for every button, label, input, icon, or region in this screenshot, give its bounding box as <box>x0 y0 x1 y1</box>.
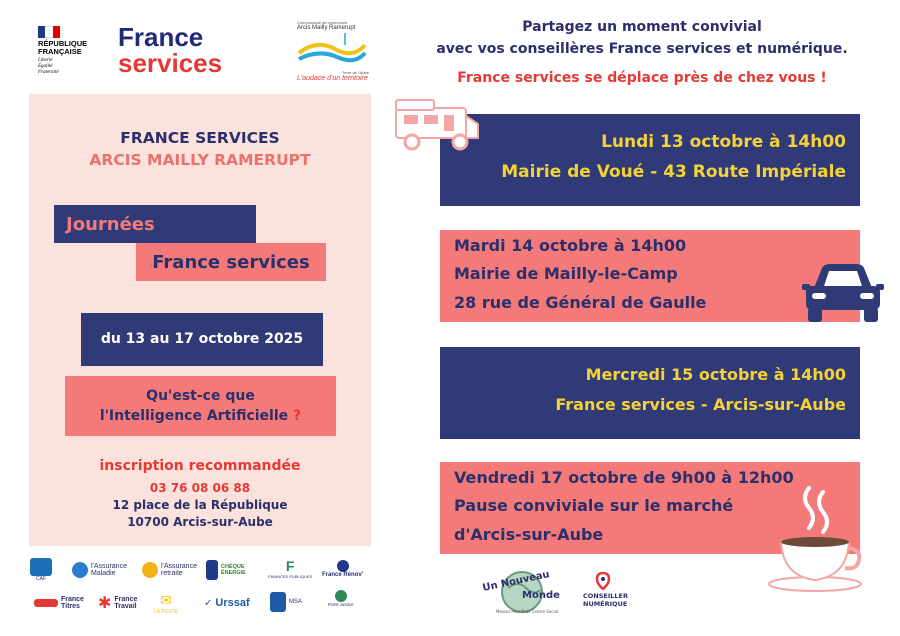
caf-icon <box>30 558 52 576</box>
inscription-label: inscription recommandée <box>99 458 301 474</box>
monde-sub-label: Maison Pour Tous Centre Social <box>496 609 559 614</box>
event-4-place: Pause conviviale sur le marché <box>454 496 734 515</box>
journees-box <box>54 205 256 243</box>
la-poste-label: LA POSTE <box>154 609 179 615</box>
devise-fraternite: Fraternité <box>38 70 59 75</box>
brand-france: France <box>118 22 204 52</box>
msa-logo <box>270 592 302 612</box>
question-box <box>65 376 336 436</box>
conseiller-numerique-logo <box>583 572 629 608</box>
assurance-maladie-icon <box>72 562 88 578</box>
france-travail-label: France Travail <box>114 596 138 610</box>
deplace-line: France services se déplace près de chez vous ! <box>457 70 827 86</box>
france-services-label: France services <box>152 252 310 273</box>
caf-label: CAF <box>36 576 46 582</box>
un-nouveau-label: Un Nouveau <box>481 569 551 594</box>
finances-publiques-logo <box>268 558 312 579</box>
event-2-address: 28 rue de Général de Gaulle <box>454 293 707 312</box>
la-poste-logo <box>154 592 178 615</box>
devise-liberte: Liberté <box>38 58 53 63</box>
intro-line1: Partagez un moment convivial <box>522 19 762 35</box>
caf-logo <box>30 558 52 582</box>
assurance-retraite-logo <box>142 562 201 578</box>
event-1-place: Mairie de Voué - 43 Route Impériale <box>501 162 846 182</box>
question-line2: l'Intelligence Artificielle <box>99 408 289 424</box>
republique-line2: FRANÇAISE <box>38 47 82 56</box>
car-icon <box>800 258 886 326</box>
community-name: Arcis Mailly Ramerupt <box>297 25 356 31</box>
conseiller-label: CONSEILLER <box>583 592 629 600</box>
assurance-maladie-logo <box>72 562 137 578</box>
event-4-date: Vendredi 17 octobre de 9h00 à 12h00 <box>454 468 794 487</box>
event-2-place: Mairie de Mailly-le-Camp <box>454 264 678 283</box>
finances-publiques-label: FINANCES PUBLIQUES <box>268 574 313 579</box>
event-2-box <box>440 230 860 322</box>
community-wave-icon <box>297 31 367 65</box>
contact-block <box>29 458 371 529</box>
monde-label: Monde <box>522 590 560 601</box>
dates-box <box>81 313 323 366</box>
assurance-retraite-label: l'Assurance retraite <box>161 563 197 577</box>
msa-icon <box>270 592 286 612</box>
question-line1: Qu'est-ce que <box>146 388 255 404</box>
event-1-box <box>440 114 860 206</box>
intro-line2: avec vos conseillères France services et numérique. <box>436 41 848 57</box>
community-region: Terre de l'Aube <box>342 70 369 75</box>
cheque-energie-logo <box>206 560 251 580</box>
cheque-energie-label: CHÈQUE ÉNERGIE <box>221 564 246 576</box>
title-france-services: FRANCE SERVICES <box>120 129 280 147</box>
event-4-address: d'Arcis-sur-Aube <box>454 525 604 544</box>
urssaf-logo <box>204 597 250 609</box>
la-poste-icon: ✉ <box>160 592 172 608</box>
france-services-box <box>136 243 326 281</box>
event-3-date: Mercredi 15 octobre à 14h00 <box>585 365 846 384</box>
france-renov-label: France Rénov' <box>322 572 364 578</box>
marianne-icon <box>38 26 60 38</box>
event-3-place: France services - Arcis-sur-Aube <box>555 395 846 414</box>
journees-label: Journées <box>66 214 155 235</box>
france-titres-logo <box>34 596 87 610</box>
community-tagline: L'audace d'un territoire <box>297 75 368 82</box>
france-titres-label: France Titres <box>61 596 84 610</box>
france-services-brand <box>118 24 222 76</box>
community-logo <box>297 20 369 82</box>
community-small: Communauté de communes <box>297 20 348 25</box>
phone-number: 03 76 08 06 88 <box>149 481 251 495</box>
france-titres-icon <box>34 599 58 607</box>
location-pin-icon <box>595 572 611 590</box>
camper-van-icon <box>392 98 484 154</box>
question-mark: ? <box>293 408 302 424</box>
panel-title <box>29 127 371 171</box>
event-3-box <box>440 347 860 439</box>
urssaf-label: Urssaf <box>215 597 250 609</box>
urssaf-icon: ✓ <box>204 597 213 609</box>
france-renov-icon <box>337 560 349 572</box>
france-renov-logo <box>322 560 363 578</box>
event-2-date: Mardi 14 octobre à 14h00 <box>454 236 687 255</box>
title-arcis: ARCIS MAILLY RAMERUPT <box>89 151 311 169</box>
point-justice-icon <box>335 590 347 602</box>
address-line2: 10700 Arcis-sur-Aube <box>127 515 273 529</box>
brand-services: services <box>118 48 223 78</box>
dates-label: du 13 au 17 octobre 2025 <box>100 331 304 347</box>
intro-block <box>384 16 900 89</box>
point-justice-label: Point Justice <box>328 602 354 607</box>
devise-egalite: Égalité <box>38 64 53 69</box>
numerique-label: NUMÉRIQUE <box>583 600 628 608</box>
assurance-retraite-icon <box>142 562 158 578</box>
cheque-energie-icon <box>206 560 218 580</box>
coffee-cup-icon <box>765 484 865 594</box>
france-travail-logo <box>98 593 142 613</box>
assurance-maladie-label: l'Assurance Maladie <box>91 563 127 577</box>
france-travail-icon: ✱ <box>98 595 112 612</box>
msa-label: MSA <box>289 599 303 605</box>
event-1-date: Lundi 13 octobre à 14h00 <box>601 132 846 152</box>
un-nouveau-monde-logo <box>482 570 562 618</box>
finances-publiques-icon: F <box>285 558 295 574</box>
point-justice-logo <box>328 590 354 607</box>
address-line1: 12 place de la République <box>112 498 288 512</box>
republique-line1: RÉPUBLIQUE <box>38 39 88 48</box>
marianne-logo <box>38 26 98 76</box>
